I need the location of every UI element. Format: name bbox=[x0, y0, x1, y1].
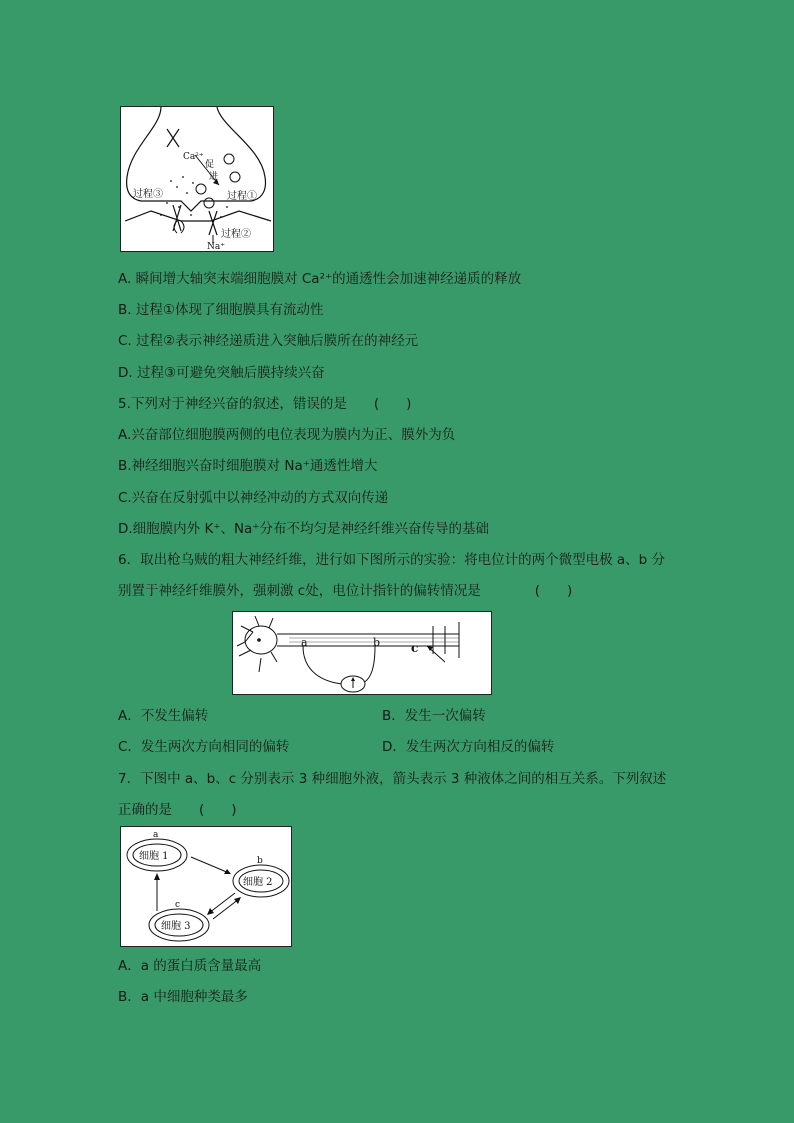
q7-stem-line2: 正确的是 ( ) bbox=[118, 802, 237, 818]
q5-stem: 5.下列对于神经兴奋的叙述，错误的是 ( ) bbox=[118, 396, 412, 412]
fluid-relation-diagram bbox=[121, 827, 291, 946]
promote-label-2: 进 bbox=[209, 172, 219, 182]
electrode-a-label: a bbox=[301, 636, 308, 649]
q4-option-a: A. 瞬间增大轴突末端细胞膜对 Ca²⁺的通透性会加速神经递质的释放 bbox=[118, 271, 522, 287]
synapse-diagram bbox=[121, 107, 273, 251]
q7-option-a: A．a 的蛋白质含量最高 bbox=[118, 958, 262, 974]
q7-option-b: B．a 中细胞种类最多 bbox=[118, 989, 248, 1005]
extracellular-fluid-figure bbox=[120, 826, 292, 947]
q4-option-c: C. 过程②表示神经递质进入突触后膜所在的神经元 bbox=[118, 333, 419, 349]
q5-option-d: D.细胞膜内外 K⁺、Na⁺分布不均匀是神经纤维兴奋传导的基础 bbox=[118, 521, 489, 537]
fluid-a-label: a bbox=[153, 830, 159, 840]
process1-label: 过程① bbox=[227, 191, 257, 202]
na-label: Na⁺ bbox=[207, 242, 225, 251]
q4-option-b: B. 过程①体现了细胞膜具有流动性 bbox=[118, 302, 324, 318]
q4-option-d: D. 过程③可避免突触后膜持续兴奋 bbox=[118, 365, 325, 381]
synapse-figure bbox=[120, 106, 274, 252]
fluid-b-label: b bbox=[257, 856, 263, 866]
cell3-label: 细胞 3 bbox=[161, 921, 191, 932]
q5-option-b: B.神经细胞兴奋时细胞膜对 Na⁺通透性增大 bbox=[118, 458, 378, 474]
q6-option-c: C．发生两次方向相同的偏转 bbox=[118, 739, 290, 755]
fluid-c-label: c bbox=[175, 900, 181, 910]
q5-option-c: C.兴奋在反射弧中以神经冲动的方式双向传递 bbox=[118, 490, 389, 506]
cell2-label: 细胞 2 bbox=[243, 877, 273, 888]
process3-label: 过程③ bbox=[133, 189, 163, 200]
q7-stem-line1: 7．下图中 a、b、c 分别表示 3 种细胞外液，箭头表示 3 种液体之间的相互关系。下列叙述 bbox=[118, 771, 667, 787]
stimulus-c-label: c bbox=[411, 641, 419, 655]
q6-option-a: A．不发生偏转 bbox=[118, 708, 209, 724]
process2-label: 过程② bbox=[221, 229, 251, 240]
ca-label: Ca²⁺ bbox=[183, 152, 204, 162]
electrode-b-label: b bbox=[373, 636, 381, 649]
q5-option-a: A.兴奋部位细胞膜两侧的电位表现为膜内为正、膜外为负 bbox=[118, 427, 456, 443]
nerve-fiber-figure bbox=[232, 611, 492, 695]
q6-option-b: B．发生一次偏转 bbox=[382, 708, 486, 724]
promote-label-1: 促 bbox=[205, 160, 215, 170]
cell1-label: 细胞 1 bbox=[139, 851, 169, 862]
q6-stem-line2: 别置于神经纤维膜外，强刺激 c处，电位计指针的偏转情况是 ( ) bbox=[118, 583, 573, 599]
q6-stem-line1: 6．取出枪乌贼的粗大神经纤维，进行如下图所示的实验：将电位计的两个微型电极 a、b 分 bbox=[118, 552, 666, 568]
q6-option-d: D．发生两次方向相反的偏转 bbox=[382, 739, 555, 755]
nerve-fiber-diagram bbox=[233, 612, 491, 694]
